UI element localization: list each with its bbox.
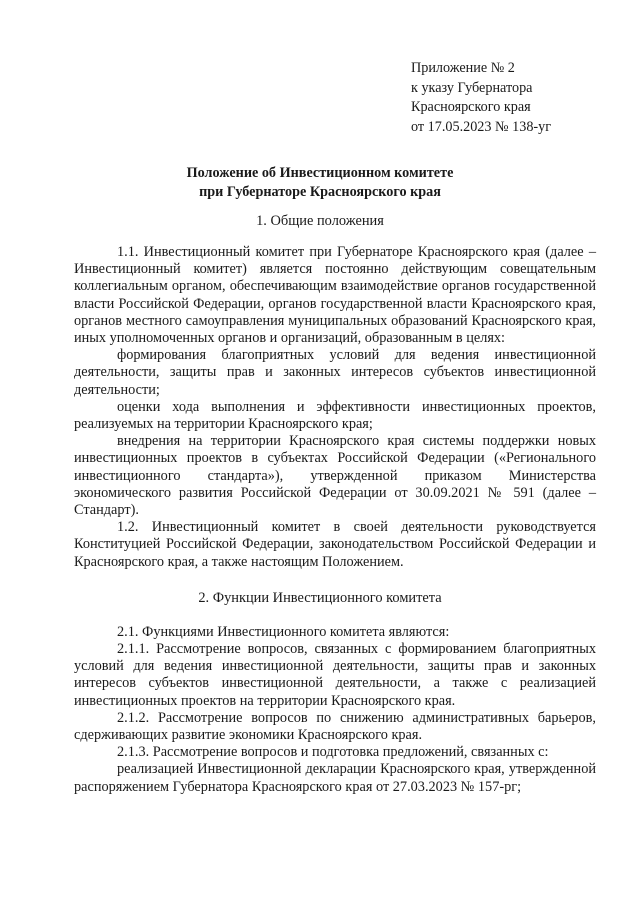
paragraph: 2.1. Функциями Инвестиционного комитета являются:: [117, 623, 450, 640]
paragraph: формирования благоприятных условий для ведения инвестиционной деятельности, защиты прав и законных интересов субъектов инвестиционной деятельности;: [74, 347, 596, 398]
paragraph: 1.2. Инвестиционный комитет в своей деятельности руководствуется Конституцией Российской Федерации, законодательством Российской Федерации и Красноярского края, а также настоящим Положением.: [74, 519, 596, 570]
appendix-block: [411, 59, 621, 137]
title-line: при Губернаторе Красноярского края: [199, 184, 441, 200]
spacer: [74, 571, 596, 589]
paragraph: оценки хода выполнения и эффективности инвестиционных проектов, реализуемых на территории Красноярского края;: [74, 398, 596, 433]
paragraph: 2.1.2. Рассмотрение вопросов по снижению административных барьеров, сдерживающих развитие экономики Красноярского края.: [74, 709, 596, 744]
paragraph: 2.1.3. Рассмотрение вопросов и подготовка предложений, связанных с:: [117, 744, 549, 761]
paragraph: 1.1. Инвестиционный комитет при Губернаторе Красноярского края (далее – Инвестиционный комитет) является постоянно действующим совещательным коллегиальным органом, обеспечивающим взаимодействие органов государственной власти Российской Федерации, органов государственной власти Красноярского края, органов местного самоуправления муниципальных образований Красноярского края, иных уполномоченных органов и организаций, образованным в целях:: [74, 244, 596, 347]
section-heading-2: 2. Функции Инвестиционного комитета: [198, 589, 442, 606]
document-title: [0, 164, 640, 202]
paragraph: внедрения на территории Красноярского края системы поддержки новых инвестиционных проектов в субъектах Российской Федерации («Регионального инвестиционного стандарта»), утвержденной приказом Министерства экономического развития Российской Федерации от 30.09.2021 № 591 (далее – Стандарт).: [74, 433, 596, 519]
spacer: [74, 608, 596, 624]
section-heading-1: 1. Общие положения: [256, 213, 384, 229]
paragraph: реализацией Инвестиционной декларации Красноярского края, утвержденной распоряжением Губернатора Красноярского края от 27.03.2023 № 157-рг;: [74, 761, 596, 795]
paragraph: 2.1.1. Рассмотрение вопросов, связанных с формированием благоприятных условий для ведения инвестиционной деятельности, защиты прав и законных интересов субъектов инвестиционной деятельности, а также с реализацией инвестиционных проектов на территории Красноярского края.: [74, 641, 596, 709]
appendix-line: Красноярского края: [411, 99, 531, 116]
title-line: Положение об Инвестиционном комитете: [186, 165, 454, 181]
appendix-line: к указу Губернатора: [411, 79, 533, 96]
document-body: [74, 244, 596, 796]
appendix-line: Приложение № 2: [411, 60, 515, 76]
appendix-line: от 17.05.2023 № 138-уг: [411, 118, 552, 135]
